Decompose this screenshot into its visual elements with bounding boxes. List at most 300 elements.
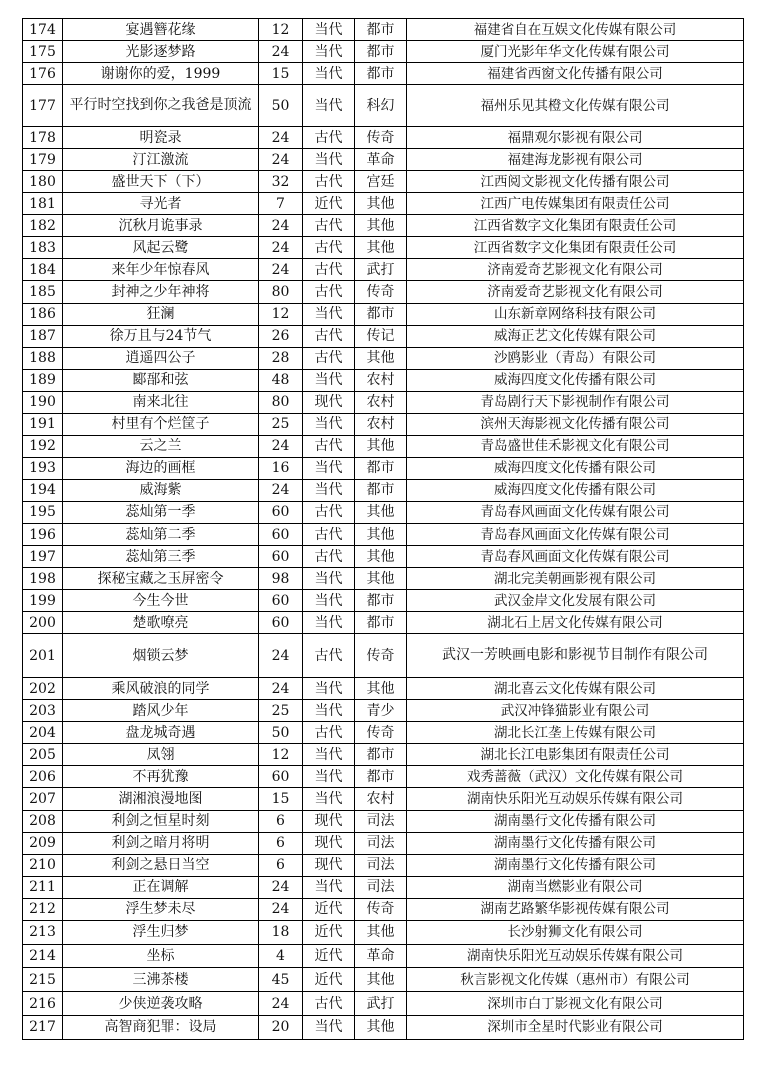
row-number-cell: 188 <box>23 347 63 369</box>
company-name-cell: 滨州天海影视文化传播有限公司 <box>407 413 744 435</box>
era-cell: 古代 <box>303 127 355 149</box>
era-cell: 古代 <box>303 347 355 369</box>
row-number-cell: 216 <box>23 992 63 1016</box>
table-row <box>23 435 744 457</box>
episode-count-cell: 24 <box>259 127 303 149</box>
episode-count-cell: 4 <box>259 944 303 968</box>
table-row <box>23 127 744 149</box>
table-row <box>23 41 744 63</box>
episode-count-cell: 60 <box>259 546 303 568</box>
drama-title-cell: 宴遇簪花缘 <box>63 19 259 41</box>
genre-cell: 宫廷 <box>355 171 407 193</box>
era-cell: 古代 <box>303 992 355 1016</box>
table-row <box>23 193 744 215</box>
company-name-cell: 沙鸥影业（青岛）有限公司 <box>407 347 744 369</box>
episode-count-cell: 60 <box>259 612 303 634</box>
drama-title-cell: 蕊灿第一季 <box>63 501 259 523</box>
drama-title-cell: 狂澜 <box>63 303 259 325</box>
episode-count-cell: 60 <box>259 523 303 545</box>
era-cell: 当代 <box>303 41 355 63</box>
table-row <box>23 1015 744 1039</box>
episode-count-cell: 25 <box>259 413 303 435</box>
table-row <box>23 259 744 281</box>
drama-title-cell: 盘龙城奇遇 <box>63 722 259 744</box>
era-cell: 当代 <box>303 744 355 766</box>
episode-count-cell: 12 <box>259 744 303 766</box>
genre-cell: 其他 <box>355 678 407 700</box>
drama-title-cell: 风起云鹭 <box>63 237 259 259</box>
row-number-cell: 212 <box>23 898 63 920</box>
genre-cell: 农村 <box>355 391 407 413</box>
row-number-cell: 183 <box>23 237 63 259</box>
episode-count-cell: 24 <box>259 876 303 898</box>
row-number-cell: 184 <box>23 259 63 281</box>
row-number-cell: 195 <box>23 501 63 523</box>
table-row <box>23 590 744 612</box>
episode-count-cell: 98 <box>259 568 303 590</box>
era-cell: 古代 <box>303 722 355 744</box>
drama-title-cell: 光影逐梦路 <box>63 41 259 63</box>
era-cell: 当代 <box>303 413 355 435</box>
row-number-cell: 209 <box>23 832 63 854</box>
company-name-cell: 厦门光影年华文化传媒有限公司 <box>407 41 744 63</box>
episode-count-cell: 24 <box>259 149 303 171</box>
company-name-cell: 福建省自在互娱文化传媒有限公司 <box>407 19 744 41</box>
drama-title-cell: 乘风破浪的同学 <box>63 678 259 700</box>
drama-title-cell: 浮生梦未尽 <box>63 898 259 920</box>
episode-count-cell: 12 <box>259 303 303 325</box>
table-row <box>23 457 744 479</box>
row-number-cell: 177 <box>23 85 63 127</box>
genre-cell: 都市 <box>355 63 407 85</box>
era-cell: 当代 <box>303 1015 355 1039</box>
genre-cell: 其他 <box>355 546 407 568</box>
era-cell: 当代 <box>303 63 355 85</box>
company-name-cell: 湖北长江垄上传媒有限公司 <box>407 722 744 744</box>
row-number-cell: 186 <box>23 303 63 325</box>
row-number-cell: 215 <box>23 968 63 992</box>
genre-cell: 都市 <box>355 303 407 325</box>
genre-cell: 传奇 <box>355 722 407 744</box>
era-cell: 当代 <box>303 19 355 41</box>
drama-title-cell: 楚歌嘹亮 <box>63 612 259 634</box>
genre-cell: 武打 <box>355 992 407 1016</box>
company-name-cell: 深圳市白丁影视文化有限公司 <box>407 992 744 1016</box>
company-name-cell: 江西广电传媒集团有限责任公司 <box>407 193 744 215</box>
company-name-cell: 江西省数字文化集团有限责任公司 <box>407 237 744 259</box>
table-row <box>23 854 744 876</box>
era-cell: 当代 <box>303 568 355 590</box>
episode-count-cell: 24 <box>259 898 303 920</box>
row-number-cell: 208 <box>23 810 63 832</box>
table-row <box>23 968 744 992</box>
company-name-cell: 福鼎观尔影视有限公司 <box>407 127 744 149</box>
company-name-cell: 江西省数字文化集团有限责任公司 <box>407 215 744 237</box>
genre-cell: 都市 <box>355 479 407 501</box>
table-row <box>23 237 744 259</box>
drama-title-cell: 南来北往 <box>63 391 259 413</box>
drama-title-cell: 正在调解 <box>63 876 259 898</box>
genre-cell: 传奇 <box>355 127 407 149</box>
company-name-cell: 青岛剧行天下影视制作有限公司 <box>407 391 744 413</box>
era-cell: 古代 <box>303 501 355 523</box>
row-number-cell: 185 <box>23 281 63 303</box>
drama-title-cell: 今生今世 <box>63 590 259 612</box>
drama-title-cell: 蕊灿第三季 <box>63 546 259 568</box>
era-cell: 当代 <box>303 876 355 898</box>
era-cell: 现代 <box>303 854 355 876</box>
table-row <box>23 501 744 523</box>
company-name-cell: 湖北石上居文化传媒有限公司 <box>407 612 744 634</box>
table-row <box>23 63 744 85</box>
company-name-cell: 青岛盛世佳禾影视文化有限公司 <box>407 435 744 457</box>
drama-title-cell: 村里有个烂筐子 <box>63 413 259 435</box>
era-cell: 现代 <box>303 832 355 854</box>
row-number-cell: 210 <box>23 854 63 876</box>
episode-count-cell: 12 <box>259 19 303 41</box>
table-row <box>23 898 744 920</box>
episode-count-cell: 48 <box>259 369 303 391</box>
drama-title-cell: 少侠逆袭攻略 <box>63 992 259 1016</box>
era-cell: 古代 <box>303 523 355 545</box>
drama-title-cell: 云之兰 <box>63 435 259 457</box>
table-body <box>23 19 744 1040</box>
era-cell: 当代 <box>303 85 355 127</box>
drama-title-cell: 探秘宝藏之玉屏密令 <box>63 568 259 590</box>
company-name-cell: 湖南墨行文化传播有限公司 <box>407 810 744 832</box>
era-cell: 当代 <box>303 766 355 788</box>
episode-count-cell: 20 <box>259 1015 303 1039</box>
company-name-cell: 湖北喜云文化传媒有限公司 <box>407 678 744 700</box>
table-row <box>23 832 744 854</box>
episode-count-cell: 24 <box>259 992 303 1016</box>
era-cell: 古代 <box>303 215 355 237</box>
era-cell: 近代 <box>303 944 355 968</box>
drama-title-cell: 来年少年惊春风 <box>63 259 259 281</box>
episode-count-cell: 60 <box>259 501 303 523</box>
era-cell: 当代 <box>303 457 355 479</box>
registration-table <box>22 18 744 1040</box>
era-cell: 现代 <box>303 391 355 413</box>
era-cell: 古代 <box>303 634 355 678</box>
genre-cell: 传奇 <box>355 634 407 678</box>
era-cell: 近代 <box>303 898 355 920</box>
row-number-cell: 200 <box>23 612 63 634</box>
episode-count-cell: 7 <box>259 193 303 215</box>
genre-cell: 司法 <box>355 810 407 832</box>
genre-cell: 其他 <box>355 920 407 944</box>
genre-cell: 革命 <box>355 149 407 171</box>
genre-cell: 农村 <box>355 369 407 391</box>
row-number-cell: 214 <box>23 944 63 968</box>
table-row <box>23 171 744 193</box>
table-row <box>23 700 744 722</box>
table-row <box>23 876 744 898</box>
genre-cell: 农村 <box>355 413 407 435</box>
row-number-cell: 187 <box>23 325 63 347</box>
genre-cell: 司法 <box>355 876 407 898</box>
table-row <box>23 391 744 413</box>
row-number-cell: 197 <box>23 546 63 568</box>
table-row <box>23 347 744 369</box>
genre-cell: 其他 <box>355 193 407 215</box>
row-number-cell: 190 <box>23 391 63 413</box>
drama-title-cell: 浮生归梦 <box>63 920 259 944</box>
company-name-cell: 武汉一芳映画电影和影视节目制作有限公司 <box>407 634 744 678</box>
company-name-cell: 青岛春风画面文化传媒有限公司 <box>407 546 744 568</box>
company-name-cell: 湖北长江电影集团有限责任公司 <box>407 744 744 766</box>
genre-cell: 武打 <box>355 259 407 281</box>
genre-cell: 其他 <box>355 523 407 545</box>
row-number-cell: 201 <box>23 634 63 678</box>
episode-count-cell: 50 <box>259 722 303 744</box>
era-cell: 当代 <box>303 788 355 810</box>
table-row <box>23 369 744 391</box>
drama-title-cell: 凤翎 <box>63 744 259 766</box>
table-row <box>23 523 744 545</box>
episode-count-cell: 32 <box>259 171 303 193</box>
company-name-cell: 济南爱奇艺影视文化有限公司 <box>407 281 744 303</box>
genre-cell: 都市 <box>355 590 407 612</box>
table-row <box>23 568 744 590</box>
drama-title-cell: 湖湘浪漫地图 <box>63 788 259 810</box>
era-cell: 当代 <box>303 612 355 634</box>
genre-cell: 革命 <box>355 944 407 968</box>
drama-title-cell: 郾郚和弦 <box>63 369 259 391</box>
drama-title-cell: 不再犹豫 <box>63 766 259 788</box>
episode-count-cell: 24 <box>259 678 303 700</box>
drama-title-cell: 踏风少年 <box>63 700 259 722</box>
company-name-cell: 戏秀蔷薇（武汉）文化传媒有限公司 <box>407 766 744 788</box>
row-number-cell: 207 <box>23 788 63 810</box>
table-row <box>23 992 744 1016</box>
table-row <box>23 678 744 700</box>
company-name-cell: 武汉金岸文化发展有限公司 <box>407 590 744 612</box>
episode-count-cell: 16 <box>259 457 303 479</box>
drama-title-cell: 盛世天下（下） <box>63 171 259 193</box>
company-name-cell: 湖北完美朝画影视有限公司 <box>407 568 744 590</box>
table-row <box>23 788 744 810</box>
drama-title-cell: 汀江激流 <box>63 149 259 171</box>
era-cell: 当代 <box>303 590 355 612</box>
row-number-cell: 204 <box>23 722 63 744</box>
genre-cell: 都市 <box>355 766 407 788</box>
row-number-cell: 174 <box>23 19 63 41</box>
company-name-cell: 福州乐见其橙文化传媒有限公司 <box>407 85 744 127</box>
era-cell: 当代 <box>303 479 355 501</box>
drama-title-cell: 明瓷录 <box>63 127 259 149</box>
drama-title-cell: 高智商犯罪：设局 <box>63 1015 259 1039</box>
row-number-cell: 180 <box>23 171 63 193</box>
table-row <box>23 920 744 944</box>
table-row <box>23 149 744 171</box>
drama-title-cell: 海边的画框 <box>63 457 259 479</box>
genre-cell: 传记 <box>355 325 407 347</box>
episode-count-cell: 6 <box>259 810 303 832</box>
company-name-cell: 山东新章网络科技有限公司 <box>407 303 744 325</box>
genre-cell: 其他 <box>355 237 407 259</box>
row-number-cell: 179 <box>23 149 63 171</box>
company-name-cell: 湖南墨行文化传播有限公司 <box>407 832 744 854</box>
episode-count-cell: 50 <box>259 85 303 127</box>
genre-cell: 农村 <box>355 788 407 810</box>
row-number-cell: 191 <box>23 413 63 435</box>
genre-cell: 司法 <box>355 854 407 876</box>
row-number-cell: 213 <box>23 920 63 944</box>
table-row <box>23 546 744 568</box>
table-row <box>23 281 744 303</box>
era-cell: 当代 <box>303 149 355 171</box>
episode-count-cell: 25 <box>259 700 303 722</box>
drama-title-cell: 平行时空找到你之我爸是顶流 <box>63 85 259 127</box>
genre-cell: 其他 <box>355 347 407 369</box>
episode-count-cell: 15 <box>259 63 303 85</box>
episode-count-cell: 6 <box>259 832 303 854</box>
table-row <box>23 479 744 501</box>
company-name-cell: 江西阅文影视文化传播有限公司 <box>407 171 744 193</box>
genre-cell: 科幻 <box>355 85 407 127</box>
company-name-cell: 青岛春风画面文化传媒有限公司 <box>407 523 744 545</box>
company-name-cell: 深圳市全星时代影业有限公司 <box>407 1015 744 1039</box>
company-name-cell: 威海四度文化传播有限公司 <box>407 479 744 501</box>
table-row <box>23 413 744 435</box>
era-cell: 古代 <box>303 546 355 568</box>
company-name-cell: 武汉冲锋猫影业有限公司 <box>407 700 744 722</box>
era-cell: 古代 <box>303 435 355 457</box>
episode-count-cell: 60 <box>259 590 303 612</box>
company-name-cell: 青岛春风画面文化传媒有限公司 <box>407 501 744 523</box>
table-row <box>23 810 744 832</box>
episode-count-cell: 6 <box>259 854 303 876</box>
episode-count-cell: 80 <box>259 391 303 413</box>
era-cell: 当代 <box>303 700 355 722</box>
drama-title-cell: 烟锁云梦 <box>63 634 259 678</box>
genre-cell: 其他 <box>355 1015 407 1039</box>
company-name-cell: 福建省西窗文化传播有限公司 <box>407 63 744 85</box>
era-cell: 近代 <box>303 193 355 215</box>
company-name-cell: 威海四度文化传播有限公司 <box>407 369 744 391</box>
genre-cell: 都市 <box>355 41 407 63</box>
table-row <box>23 634 744 678</box>
era-cell: 古代 <box>303 171 355 193</box>
drama-title-cell: 徐万且与24节气 <box>63 325 259 347</box>
drama-title-cell: 封神之少年神将 <box>63 281 259 303</box>
company-name-cell: 威海正艺文化传媒有限公司 <box>407 325 744 347</box>
episode-count-cell: 26 <box>259 325 303 347</box>
era-cell: 近代 <box>303 968 355 992</box>
genre-cell: 其他 <box>355 568 407 590</box>
company-name-cell: 湖南快乐阳光互动娱乐传媒有限公司 <box>407 944 744 968</box>
company-name-cell: 福建海龙影视有限公司 <box>407 149 744 171</box>
company-name-cell: 湖南当燃影业有限公司 <box>407 876 744 898</box>
row-number-cell: 196 <box>23 523 63 545</box>
table-row <box>23 744 744 766</box>
drama-title-cell: 利剑之悬日当空 <box>63 854 259 876</box>
genre-cell: 其他 <box>355 968 407 992</box>
episode-count-cell: 24 <box>259 435 303 457</box>
genre-cell: 其他 <box>355 501 407 523</box>
company-name-cell: 长沙射狮文化有限公司 <box>407 920 744 944</box>
table-row <box>23 722 744 744</box>
row-number-cell: 176 <box>23 63 63 85</box>
drama-title-cell: 蕊灿第二季 <box>63 523 259 545</box>
drama-title-cell: 沉秋月诡事录 <box>63 215 259 237</box>
company-name-cell: 湖南艺路繁华影视传媒有限公司 <box>407 898 744 920</box>
genre-cell: 都市 <box>355 744 407 766</box>
episode-count-cell: 80 <box>259 281 303 303</box>
row-number-cell: 178 <box>23 127 63 149</box>
table-row <box>23 944 744 968</box>
row-number-cell: 182 <box>23 215 63 237</box>
row-number-cell: 198 <box>23 568 63 590</box>
table-row <box>23 85 744 127</box>
episode-count-cell: 24 <box>259 215 303 237</box>
episode-count-cell: 24 <box>259 259 303 281</box>
row-number-cell: 181 <box>23 193 63 215</box>
row-number-cell: 189 <box>23 369 63 391</box>
era-cell: 古代 <box>303 325 355 347</box>
company-name-cell: 济南爱奇艺影视文化有限公司 <box>407 259 744 281</box>
drama-title-cell: 利剑之恒星时刻 <box>63 810 259 832</box>
drama-title-cell: 利剑之暗月将明 <box>63 832 259 854</box>
episode-count-cell: 24 <box>259 479 303 501</box>
table-row <box>23 303 744 325</box>
episode-count-cell: 45 <box>259 968 303 992</box>
era-cell: 古代 <box>303 281 355 303</box>
genre-cell: 都市 <box>355 19 407 41</box>
genre-cell: 其他 <box>355 215 407 237</box>
company-name-cell: 威海四度文化传播有限公司 <box>407 457 744 479</box>
row-number-cell: 211 <box>23 876 63 898</box>
table-row <box>23 325 744 347</box>
drama-title-cell: 三沸茶楼 <box>63 968 259 992</box>
era-cell: 当代 <box>303 369 355 391</box>
era-cell: 近代 <box>303 920 355 944</box>
table-row <box>23 19 744 41</box>
row-number-cell: 203 <box>23 700 63 722</box>
episode-count-cell: 15 <box>259 788 303 810</box>
episode-count-cell: 24 <box>259 634 303 678</box>
episode-count-cell: 18 <box>259 920 303 944</box>
era-cell: 古代 <box>303 237 355 259</box>
company-name-cell: 湖南快乐阳光互动娱乐传媒有限公司 <box>407 788 744 810</box>
drama-title-cell: 威海紫 <box>63 479 259 501</box>
episode-count-cell: 60 <box>259 766 303 788</box>
row-number-cell: 193 <box>23 457 63 479</box>
era-cell: 古代 <box>303 259 355 281</box>
row-number-cell: 217 <box>23 1015 63 1039</box>
company-name-cell: 秋言影视文化传媒（惠州市）有限公司 <box>407 968 744 992</box>
genre-cell: 传奇 <box>355 898 407 920</box>
genre-cell: 都市 <box>355 457 407 479</box>
genre-cell: 都市 <box>355 612 407 634</box>
drama-title-cell: 坐标 <box>63 944 259 968</box>
genre-cell: 传奇 <box>355 281 407 303</box>
episode-count-cell: 24 <box>259 41 303 63</box>
episode-count-cell: 24 <box>259 237 303 259</box>
row-number-cell: 206 <box>23 766 63 788</box>
genre-cell: 司法 <box>355 832 407 854</box>
genre-cell: 青少 <box>355 700 407 722</box>
era-cell: 当代 <box>303 303 355 325</box>
company-name-cell: 湖南墨行文化传播有限公司 <box>407 854 744 876</box>
drama-title-cell: 寻光者 <box>63 193 259 215</box>
row-number-cell: 194 <box>23 479 63 501</box>
row-number-cell: 192 <box>23 435 63 457</box>
row-number-cell: 175 <box>23 41 63 63</box>
table-row <box>23 766 744 788</box>
genre-cell: 其他 <box>355 435 407 457</box>
